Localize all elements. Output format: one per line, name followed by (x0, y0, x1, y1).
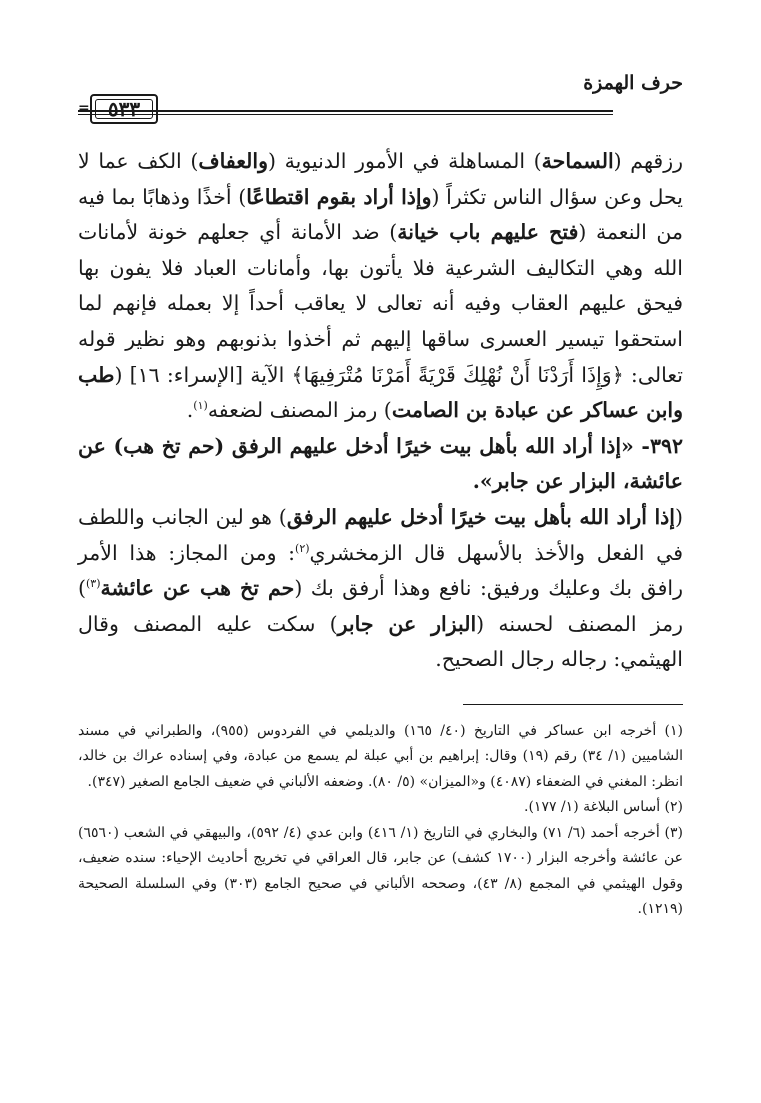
footnote-separator (463, 704, 683, 705)
text-run: ) أخذًا وذهابًا بما فيه من النعمة ( (78, 184, 683, 245)
page-number-box (90, 94, 158, 124)
hadith-entry: ٣٩٢- «إذا أراد الله بأهل بيت خيرًا أدخل عليهم الرفق (حم تخ هب) عن عائشة، البزار عن جابر». (78, 433, 683, 494)
text-run: ) سكت عليه المصنف وقال الهيثمي: رجاله رجال الصحيح. (78, 611, 683, 672)
footnote-1: (١) أخرجه ابن عساكر في التاريخ (٤٠/ ١٦٥) والديلمي في الفردوس (٩٥٥)، والطبراني في مسند الشاميين (١/ ٣٤) رقم (١٩) وقال: إبراهيم بن أبي عبلة لم يسمع من عبادة، وفي إسناده عراك بن خالد، انظر: المغني في الضعفاء (٤٠٨٧) و«الميزان» (٥/ ٨٠). وضعفه الألباني في ضعيف الجامع الصغير (٣٤٧). (78, 722, 683, 790)
footnote-3: (٣) أخرجه أحمد (٦/ ٧١) والبخاري في التاريخ (١/ ٤١٦) وابن عدي (٤/ ٥٩٢)، والبيهقي في الشعب (٦٥٦٠) عن عائشة وأخرجه البزار (١٧٠٠ كشف) عن جابر، قال العراقي في تخريج أحاديث الإحياء: سنده ضعيف، وقول الهيثمي في المجمع (٨/ ٤٣)، وصححه الألباني في صحيح الجامع (٣٠٣) وفي السلسلة الصحيحة (١٢١٩). (78, 824, 684, 918)
text-run: . (186, 398, 194, 423)
commentary-paragraph-1: رزقهم (السماحة) المساهلة في الأمور الدنيوية (والعفاف) الكف عما لا يحل وعن سؤال الناس تكثراً (وإذا أراد بقوم اقتطاعًا) أخذًا وذهابًا بما فيه من النعمة (فتح عليهم باب خيانة) ضد الأمانة أي جعلهم خونة لأمانات الله وهي التكاليف الشرعية فلا يأتون بها، وأمانات العباد فلا يفون بها فيحق عليهم العقاب وفيه أنه تعالى لا يعاقب أحداً إلا بعمله فإنهم لما استحقوا تيسير العسرى ساقها إليهم ثم أخذوا بذنوبهم وهو نظير قوله تعالى: ﴿وَإِذَا أَرَدْنَا أَنْ نُهْلِكَ قَرْيَةً أَمَرْنَا مُتْرَفِيهَا﴾ الآية [الإسراء: ١٦] (طب وابن عساكر عن عبادة بن الصامت) رمز المصنف لضعفه$^{(١)}$. (78, 149, 683, 423)
header-rule (78, 110, 613, 118)
book-page (78, 70, 683, 1073)
footnote-ref: (٢) (295, 541, 310, 555)
text-run: : ومن المجاز: هذا الأمر رافق بك وعليك ورفيق: نافع وهذا أرفق بك ( (78, 540, 683, 601)
text-run: ( (674, 504, 683, 529)
bold-term: وإذا أراد بقوم اقتطاعًا (246, 184, 432, 209)
bold-term: إذا أراد الله بأهل بيت خيرًا أدخل عليهم الرفق (286, 504, 675, 529)
footnote-2: (٢) أساس البلاغة (١/ ١٧٧). (524, 799, 683, 816)
footnote-ref: (٣) (86, 577, 101, 591)
footnote-ref: (١) (193, 399, 208, 413)
bold-term: طب وابن عساكر عن عبادة بن الصامت (78, 362, 683, 423)
page-header (78, 70, 683, 134)
chapter-title: حرف الهمزة (583, 72, 683, 94)
bold-term: السماحة (541, 149, 614, 173)
page-number: ٥٣٣ (107, 97, 141, 121)
commentary-paragraph-2 (78, 500, 683, 678)
text-run: رزقهم (621, 149, 683, 173)
footnotes (78, 719, 683, 923)
main-text (78, 144, 683, 678)
text-run: ) ضد الأمانة أي جعلهم خونة لأمانات الله وهي التكاليف الشرعية فلا يأتون بها، وأمانات العباد فلا يفون بها فيحق عليهم العقاب وفيه أنه تعالى لا يعاقب أحداً إلا بعمله فإنهم لما استحقوا تيسير العسرى ساقها إليهم ثم أخذوا بذنوبهم وهو نظير قوله تعالى: ﴿وَإِذَا أَرَدْنَا أَنْ نُهْلِكَ قَرْيَةً أَمَرْنَا مُتْرَفِيهَا﴾ الآية [الإسراء: ١٦] ( (78, 220, 683, 387)
bold-term: فتح عليهم باب خيانة (397, 220, 579, 245)
text-run: ) هو لين الجانب واللطف في الفعل والأخذ بالأسهل قال الزمخشري (78, 504, 683, 565)
header-left-mark: = (78, 100, 90, 116)
text-run: ) رمز المصنف لحسنه ( (78, 576, 683, 636)
bold-term: والعفاف (198, 149, 268, 173)
bold-term: البزار عن جابر (337, 611, 477, 636)
text-run: ) الكف عما لا يحل وعن سؤال الناس تكثراً ( (78, 149, 683, 209)
bold-term: حم تخ هب عن عائشة (100, 576, 295, 601)
text-run: ) المساهلة في الأمور الدنيوية ( (268, 149, 542, 173)
text-run: ) رمز المصنف لضعفه (207, 398, 392, 423)
